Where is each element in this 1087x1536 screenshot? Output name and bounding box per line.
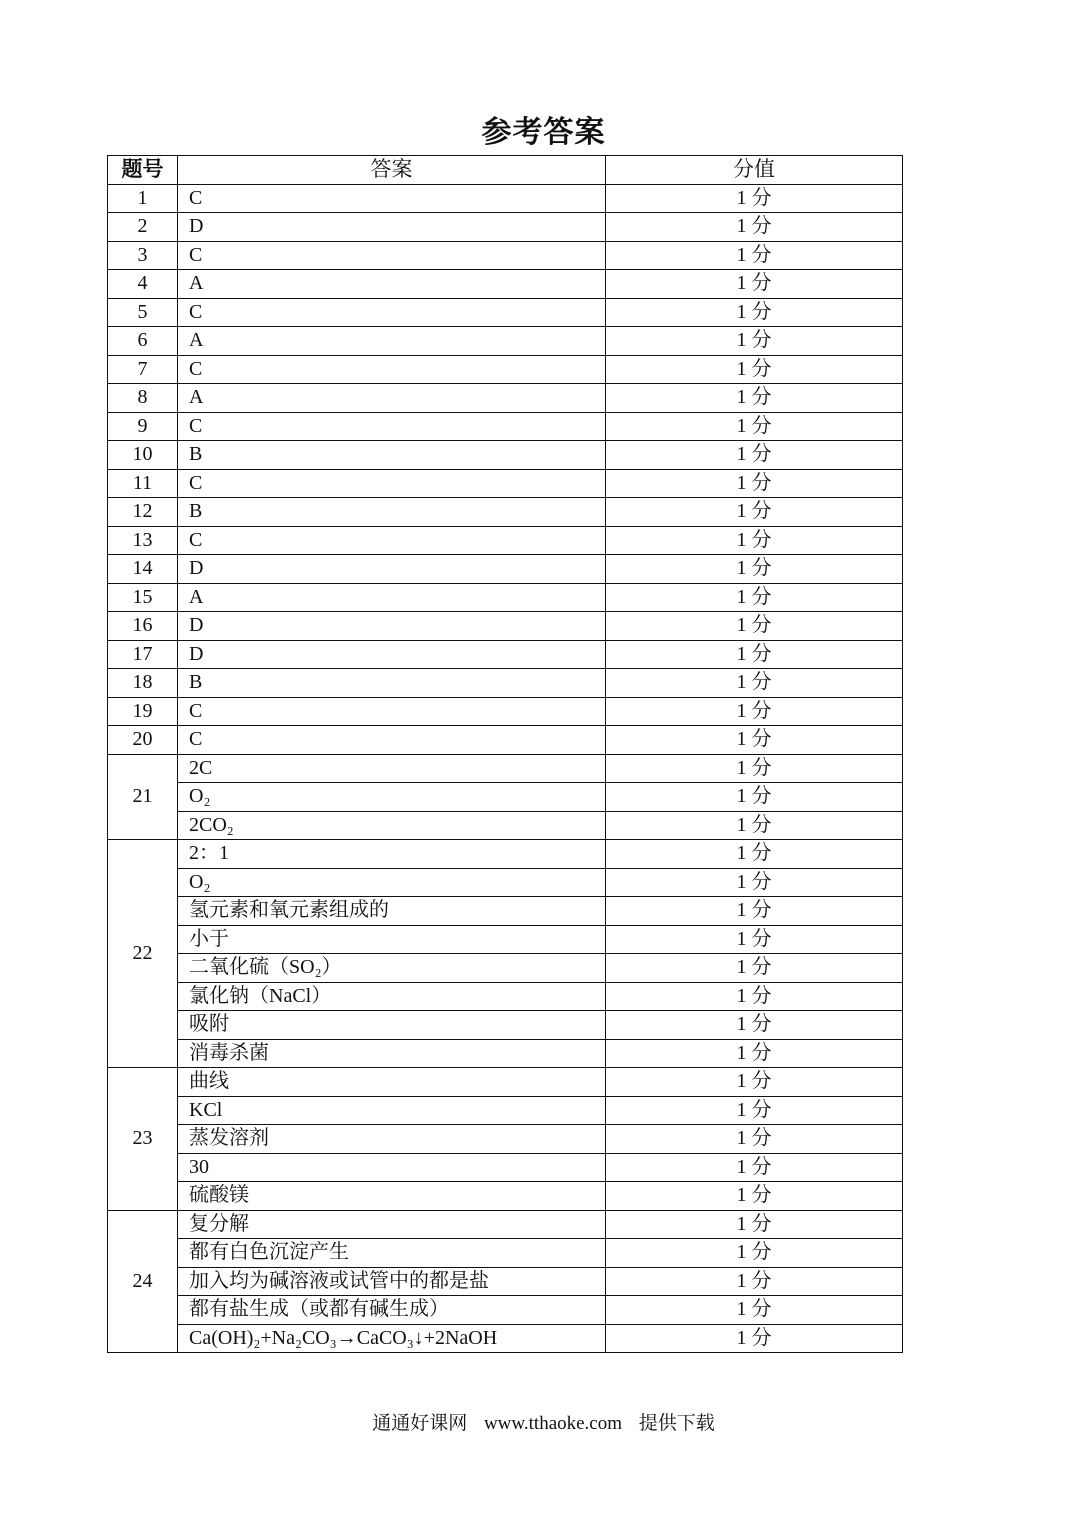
answer-cell: A (178, 327, 606, 356)
answer-cell: D (178, 555, 606, 584)
table-row (108, 868, 903, 897)
answer-cell: 2：1 (178, 840, 606, 869)
answer-cell: Ca(OH)₂+Na₂CO₃→CaCO₃↓+2NaOH (178, 1324, 606, 1353)
question-number-cell: 6 (108, 327, 178, 356)
table-row (108, 555, 903, 584)
score-cell: 1 分 (606, 697, 903, 726)
score-cell: 1 分 (606, 1096, 903, 1125)
question-number-cell: 9 (108, 412, 178, 441)
question-number-cell: 22 (108, 840, 178, 1068)
table-row (108, 640, 903, 669)
answer-cell: A (178, 583, 606, 612)
score-cell: 1 分 (606, 498, 903, 527)
answer-table-body (108, 184, 903, 1353)
table-row (108, 1296, 903, 1325)
table-row (108, 184, 903, 213)
question-number-cell: 14 (108, 555, 178, 584)
score-cell: 1 分 (606, 1210, 903, 1239)
question-number-cell: 10 (108, 441, 178, 470)
answer-cell: C (178, 697, 606, 726)
answer-cell: 2C (178, 754, 606, 783)
question-number-cell: 18 (108, 669, 178, 698)
answer-cell: C (178, 469, 606, 498)
score-cell: 1 分 (606, 270, 903, 299)
score-cell: 1 分 (606, 640, 903, 669)
table-row (108, 1267, 903, 1296)
table-row (108, 697, 903, 726)
score-cell: 1 分 (606, 897, 903, 926)
score-cell: 1 分 (606, 441, 903, 470)
answer-cell: D (178, 640, 606, 669)
table-row (108, 241, 903, 270)
question-number-cell: 23 (108, 1068, 178, 1211)
score-cell: 1 分 (606, 1324, 903, 1353)
table-row (108, 583, 903, 612)
table-row (108, 1039, 903, 1068)
question-number-cell: 13 (108, 526, 178, 555)
question-number-cell: 12 (108, 498, 178, 527)
score-cell: 1 分 (606, 783, 903, 812)
answer-cell: C (178, 355, 606, 384)
answer-cell: 蒸发溶剂 (178, 1125, 606, 1154)
answer-cell: 二氧化硫（SO₂） (178, 954, 606, 983)
question-number-cell: 3 (108, 241, 178, 270)
question-number-cell: 20 (108, 726, 178, 755)
answer-cell: O₂ (178, 783, 606, 812)
question-number-cell: 11 (108, 469, 178, 498)
page-title: 参考答案 (481, 116, 606, 149)
score-cell: 1 分 (606, 412, 903, 441)
score-cell: 1 分 (606, 669, 903, 698)
answer-cell: 消毒杀菌 (178, 1039, 606, 1068)
answer-cell: 2CO₂ (178, 811, 606, 840)
score-cell: 1 分 (606, 583, 903, 612)
table-row (108, 526, 903, 555)
score-cell: 1 分 (606, 982, 903, 1011)
question-number-cell: 15 (108, 583, 178, 612)
question-number-cell: 24 (108, 1210, 178, 1353)
answer-cell: B (178, 498, 606, 527)
table-row (108, 1182, 903, 1211)
table-row (108, 954, 903, 983)
table-row (108, 783, 903, 812)
answer-cell: A (178, 384, 606, 413)
score-cell: 1 分 (606, 925, 903, 954)
score-cell: 1 分 (606, 384, 903, 413)
score-cell: 1 分 (606, 1011, 903, 1040)
table-row (108, 412, 903, 441)
table-row (108, 925, 903, 954)
score-cell: 1 分 (606, 327, 903, 356)
score-cell: 1 分 (606, 811, 903, 840)
footer-url: www.tthaoke.com (483, 1413, 623, 1434)
score-cell: 1 分 (606, 241, 903, 270)
score-cell: 1 分 (606, 184, 903, 213)
table-row (108, 441, 903, 470)
answer-cell: KCl (178, 1096, 606, 1125)
footer-site-name: 通通好课网 (372, 1413, 468, 1434)
answer-cell: C (178, 184, 606, 213)
table-row (108, 982, 903, 1011)
answer-cell: C (178, 412, 606, 441)
answer-table (107, 155, 903, 1353)
score-cell: 1 分 (606, 355, 903, 384)
table-row (108, 1011, 903, 1040)
answer-cell: A (178, 270, 606, 299)
score-cell: 1 分 (606, 726, 903, 755)
header-score: 分值 (606, 156, 903, 185)
question-number-cell: 7 (108, 355, 178, 384)
score-cell: 1 分 (606, 555, 903, 584)
score-cell: 1 分 (606, 840, 903, 869)
question-number-cell: 16 (108, 612, 178, 641)
table-row (108, 327, 903, 356)
answer-cell: 30 (178, 1153, 606, 1182)
answer-cell: C (178, 241, 606, 270)
score-cell: 1 分 (606, 1182, 903, 1211)
answer-cell: B (178, 669, 606, 698)
table-row (108, 213, 903, 242)
score-cell: 1 分 (606, 1125, 903, 1154)
table-row (108, 384, 903, 413)
score-cell: 1 分 (606, 526, 903, 555)
question-number-cell: 2 (108, 213, 178, 242)
answer-cell: 氯化钠（NaCl） (178, 982, 606, 1011)
answer-cell: 曲线 (178, 1068, 606, 1097)
footer-suffix: 提供下载 (638, 1413, 715, 1434)
table-row (108, 754, 903, 783)
answer-cell: D (178, 612, 606, 641)
table-row (108, 1324, 903, 1353)
table-row (108, 811, 903, 840)
answer-cell: 小于 (178, 925, 606, 954)
answer-cell: C (178, 526, 606, 555)
question-number-cell: 17 (108, 640, 178, 669)
table-row (108, 897, 903, 926)
score-cell: 1 分 (606, 754, 903, 783)
question-number-cell: 4 (108, 270, 178, 299)
question-number-cell: 19 (108, 697, 178, 726)
answer-cell: 加入均为碱溶液或试管中的都是盐 (178, 1267, 606, 1296)
answer-cell: C (178, 298, 606, 327)
score-cell: 1 分 (606, 954, 903, 983)
table-row (108, 1210, 903, 1239)
table-row (108, 1239, 903, 1268)
score-cell: 1 分 (606, 213, 903, 242)
question-number-cell: 21 (108, 754, 178, 840)
table-row (108, 612, 903, 641)
table-row (108, 669, 903, 698)
score-cell: 1 分 (606, 1267, 903, 1296)
question-number-cell: 5 (108, 298, 178, 327)
score-cell: 1 分 (606, 612, 903, 641)
table-row (108, 1068, 903, 1097)
score-cell: 1 分 (606, 469, 903, 498)
header-question-number: 题号 (108, 156, 178, 185)
table-row (108, 726, 903, 755)
table-row (108, 1096, 903, 1125)
answer-cell: C (178, 726, 606, 755)
answer-cell: 氢元素和氧元素组成的 (178, 897, 606, 926)
score-cell: 1 分 (606, 1039, 903, 1068)
table-row (108, 1153, 903, 1182)
answer-cell: 都有盐生成（或都有碱生成） (178, 1296, 606, 1325)
table-row (108, 355, 903, 384)
table-row (108, 469, 903, 498)
table-header-row (108, 156, 903, 185)
score-cell: 1 分 (606, 1296, 903, 1325)
answer-cell: 硫酸镁 (178, 1182, 606, 1211)
answer-cell: 都有白色沉淀产生 (178, 1239, 606, 1268)
answer-cell: D (178, 213, 606, 242)
answer-cell: O₂ (178, 868, 606, 897)
score-cell: 1 分 (606, 1239, 903, 1268)
score-cell: 1 分 (606, 1153, 903, 1182)
score-cell: 1 分 (606, 298, 903, 327)
score-cell: 1 分 (606, 868, 903, 897)
table-row (108, 498, 903, 527)
answer-cell: 吸附 (178, 1011, 606, 1040)
table-row (108, 298, 903, 327)
answer-cell: B (178, 441, 606, 470)
answer-cell: 复分解 (178, 1210, 606, 1239)
header-answer: 答案 (178, 156, 606, 185)
question-number-cell: 8 (108, 384, 178, 413)
table-row (108, 270, 903, 299)
table-row (108, 1125, 903, 1154)
score-cell: 1 分 (606, 1068, 903, 1097)
table-row (108, 840, 903, 869)
footer (0, 1408, 1087, 1435)
question-number-cell: 1 (108, 184, 178, 213)
